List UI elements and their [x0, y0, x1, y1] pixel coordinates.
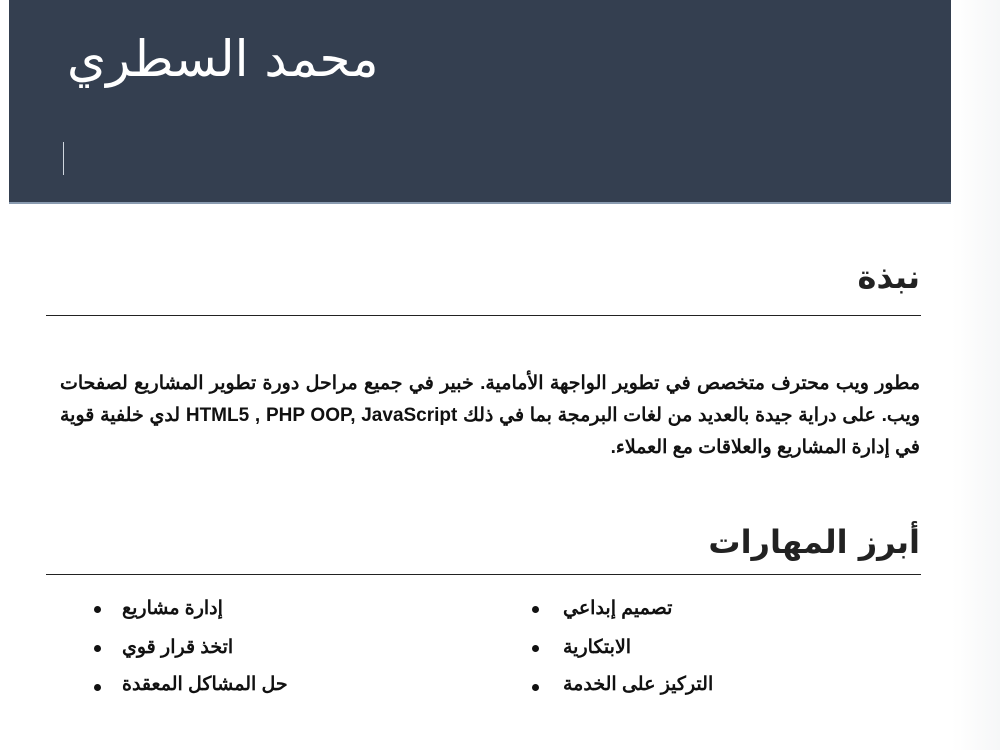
bullet-icon [532, 606, 539, 613]
bullet-icon [94, 684, 101, 691]
bullet-icon [532, 645, 539, 652]
skill-item[interactable]: إدارة مشاريع [122, 598, 223, 619]
summary-divider [46, 315, 921, 316]
skill-item[interactable]: اتخذ قرار قوي [122, 637, 234, 658]
bullet-icon [532, 684, 539, 691]
summary-heading[interactable]: نبذة [857, 258, 920, 296]
resume-name[interactable]: محمد السطري [67, 30, 379, 88]
bullet-icon [94, 645, 101, 652]
skill-item[interactable]: التركيز على الخدمة [563, 674, 714, 695]
text-cursor [63, 142, 64, 175]
skill-item[interactable]: الابتكارية [563, 637, 632, 658]
page-margin [952, 0, 1000, 750]
skills-heading[interactable]: أبرز المهارات [708, 523, 920, 561]
resume-header [9, 0, 951, 204]
summary-text[interactable]: مطور ويب محترف متخصص في تطوير الواجهة الأمامية. خبير في جميع مراحل دورة تطوير المشاريع لصفحات ويب. على دراية جيدة بالعديد من لغات البرمجة بما في ذلك HTML5 , PHP OOP, JavaScript لدي خلفية قوية في إدارة المشاريع والعلاقات مع العملاء. [60, 373, 920, 458]
skill-item[interactable]: حل المشاكل المعقدة [122, 674, 288, 695]
bullet-icon [94, 606, 101, 613]
skills-divider [46, 574, 921, 575]
skill-item[interactable]: تصميم إبداعي [563, 598, 673, 619]
